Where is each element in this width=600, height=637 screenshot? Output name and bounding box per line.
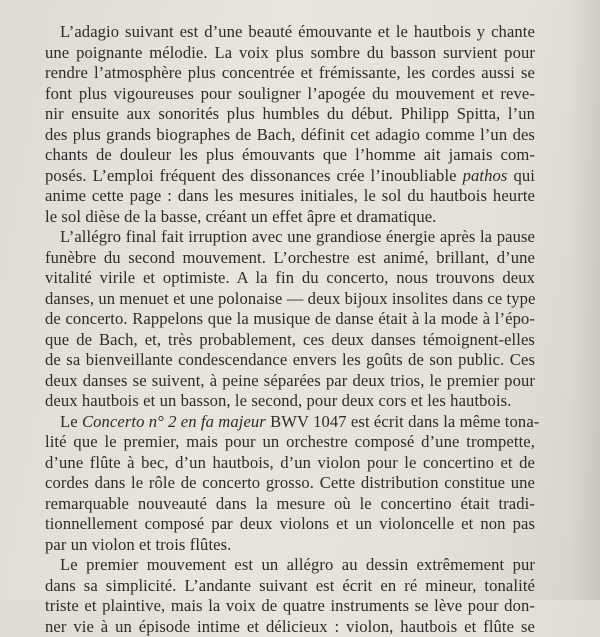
text-line: vitalité virile et optimiste. A la fin du concerto, nous trouvons deux bbox=[45, 268, 535, 289]
paragraph bbox=[45, 22, 535, 227]
text-line: font plus vigoureuses pour souligner l’apogée du mouvement et reve- bbox=[45, 84, 535, 105]
paragraph bbox=[45, 555, 535, 637]
text-line: de sa bienveillante condescendance envers les goûts de son public. Ces bbox=[45, 350, 535, 371]
book-page bbox=[45, 22, 535, 637]
text-line: rendre l’atmosphère plus concentrée et frémissante, les cordes aussi se bbox=[45, 63, 535, 84]
text-line: triste et plaintive, mais la voix de quatre instruments se lève pour don- bbox=[45, 596, 535, 617]
text-line: Le Concerto n° 2 en fa majeur BWV 1047 est écrit dans la même tona- bbox=[45, 412, 535, 433]
text-line: d’une flûte à bec, d’un hautbois, d’un violon pour le concertino et de bbox=[45, 453, 535, 474]
italic-text: Concerto n° 2 en fa majeur bbox=[82, 412, 266, 431]
text-line: deux danses se suivent, à peine séparées par deux trios, le premier pour bbox=[45, 371, 535, 392]
text-line: danses, un menuet et une polonaise — deux bijoux insolites dans ce type bbox=[45, 289, 535, 310]
text-line: lité que le premier, mais pour un orchestre composé d’une trompette, bbox=[45, 432, 535, 453]
text-line: de concerto. Rappelons que la musique de danse était à la mode à l’épo- bbox=[45, 309, 535, 330]
text-line: L’allégro final fait irruption avec une grandiose énergie après la pause bbox=[45, 227, 535, 248]
text-line: des plus grands biographes de Bach, définit cet adagio comme l’un des bbox=[45, 125, 535, 146]
text-line: cordes dans le rôle de concerto grosso. Cette distribution constitue une bbox=[45, 473, 535, 494]
text-line: posés. L’emploi fréquent des dissonances crée l’inoubliable pathos qui bbox=[45, 166, 535, 187]
italic-text: pathos bbox=[463, 166, 508, 185]
paragraph bbox=[45, 412, 535, 556]
paragraph bbox=[45, 227, 535, 412]
text-line: nir ensuite aux sonorités plus humbles du début. Philipp Spitta, l’un bbox=[45, 104, 535, 125]
text-line: remarquable nouveauté dans la mesure où le concertino était tradi- bbox=[45, 494, 535, 515]
text-line: chants de douleur les plus émouvants que l’homme ait jamais com- bbox=[45, 145, 535, 166]
text-line: deux hautbois et un basson, le second, pour deux cors et les hautbois. bbox=[45, 391, 535, 412]
text-line: tionnellement composé par deux violons et un violoncelle et non pas bbox=[45, 514, 535, 535]
text-line: par un violon et trois flûtes. bbox=[45, 535, 535, 556]
text-line: dans sa simplicité. L’andante suivant est écrit en ré mineur, tonalité bbox=[45, 576, 535, 597]
page-edge-shadow bbox=[570, 0, 600, 600]
text-line: L’adagio suivant est d’une beauté émouvante et le hautbois y chante bbox=[45, 22, 535, 43]
text-line: funèbre du second mouvement. L’orchestre est animé, brillant, d’une bbox=[45, 248, 535, 269]
text-line: que de Bach, et, très probablement, ces deux danses témoignent-elles bbox=[45, 330, 535, 351]
text-line: anime cette page : dans les mesures initiales, le sol du hautbois heurte bbox=[45, 186, 535, 207]
text-line: ner vie à un épisode intime et délicieux : violon, hautbois et flûte se bbox=[45, 617, 535, 637]
text-line: le sol dièse de la basse, créant un effet âpre et dramatique. bbox=[45, 207, 535, 228]
text-line: une poignante mélodie. La voix plus sombre du basson survient pour bbox=[45, 43, 535, 64]
text-line: Le premier mouvement est un allégro au dessin extrêmement pur bbox=[45, 555, 535, 576]
